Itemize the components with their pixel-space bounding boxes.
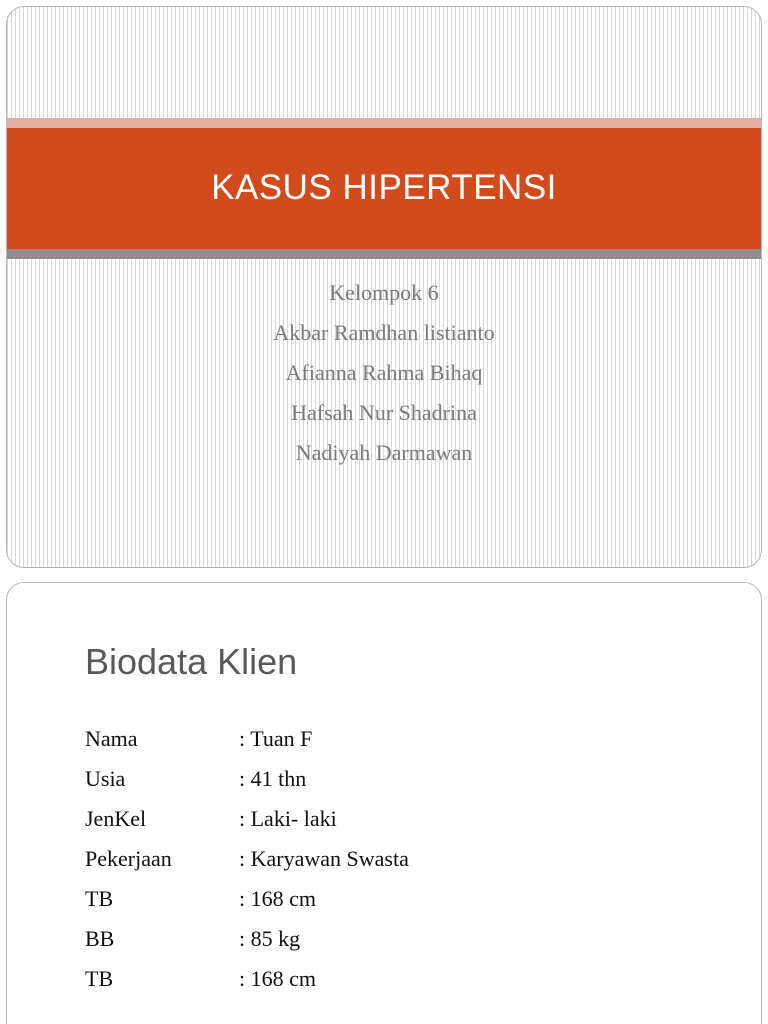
biodata-row xyxy=(85,759,409,799)
biodata-label: Pekerjaan xyxy=(85,846,172,871)
biodata-row xyxy=(85,959,409,999)
biodata-label: TB xyxy=(85,966,114,991)
biodata-value: : Tuan F xyxy=(239,726,313,751)
biodata-row xyxy=(85,879,409,919)
accent-stripe-bottom xyxy=(7,249,761,259)
title-slide xyxy=(6,6,762,568)
member-name: Akbar Ramdhan listianto xyxy=(273,320,495,345)
biodata-row xyxy=(85,799,409,839)
biodata-label: Usia xyxy=(85,766,126,791)
biodata-value: : Karyawan Swasta xyxy=(239,846,409,871)
biodata-label: JenKel xyxy=(85,806,147,831)
slide-title: KASUS HIPERTENSI xyxy=(211,167,557,207)
member-name: Afianna Rahma Bihaq xyxy=(285,360,483,385)
member-name: Hafsah Nur Shadrina xyxy=(291,400,477,425)
biodata-value: : 168 cm xyxy=(239,886,316,911)
biodata-table xyxy=(85,719,409,999)
biodata-label: TB xyxy=(85,886,114,911)
group-members-list xyxy=(7,273,761,473)
biodata-row xyxy=(85,839,409,879)
biodata-value: : Laki- laki xyxy=(239,806,337,831)
biodata-value: : 85 kg xyxy=(239,926,301,951)
biodata-value: : 41 thn xyxy=(239,766,307,791)
accent-stripe-top xyxy=(7,118,761,128)
biodata-row xyxy=(85,919,409,959)
member-name: Nadiyah Darmawan xyxy=(295,440,473,465)
title-band xyxy=(7,128,761,249)
biodata-value: : 168 cm xyxy=(239,966,316,991)
biodata-row xyxy=(85,719,409,759)
slide-heading: Biodata Klien xyxy=(85,641,298,682)
biodata-slide xyxy=(6,582,762,1024)
biodata-label: Nama xyxy=(85,726,138,751)
biodata-label: BB xyxy=(85,926,115,951)
group-name: Kelompok 6 xyxy=(329,280,439,305)
